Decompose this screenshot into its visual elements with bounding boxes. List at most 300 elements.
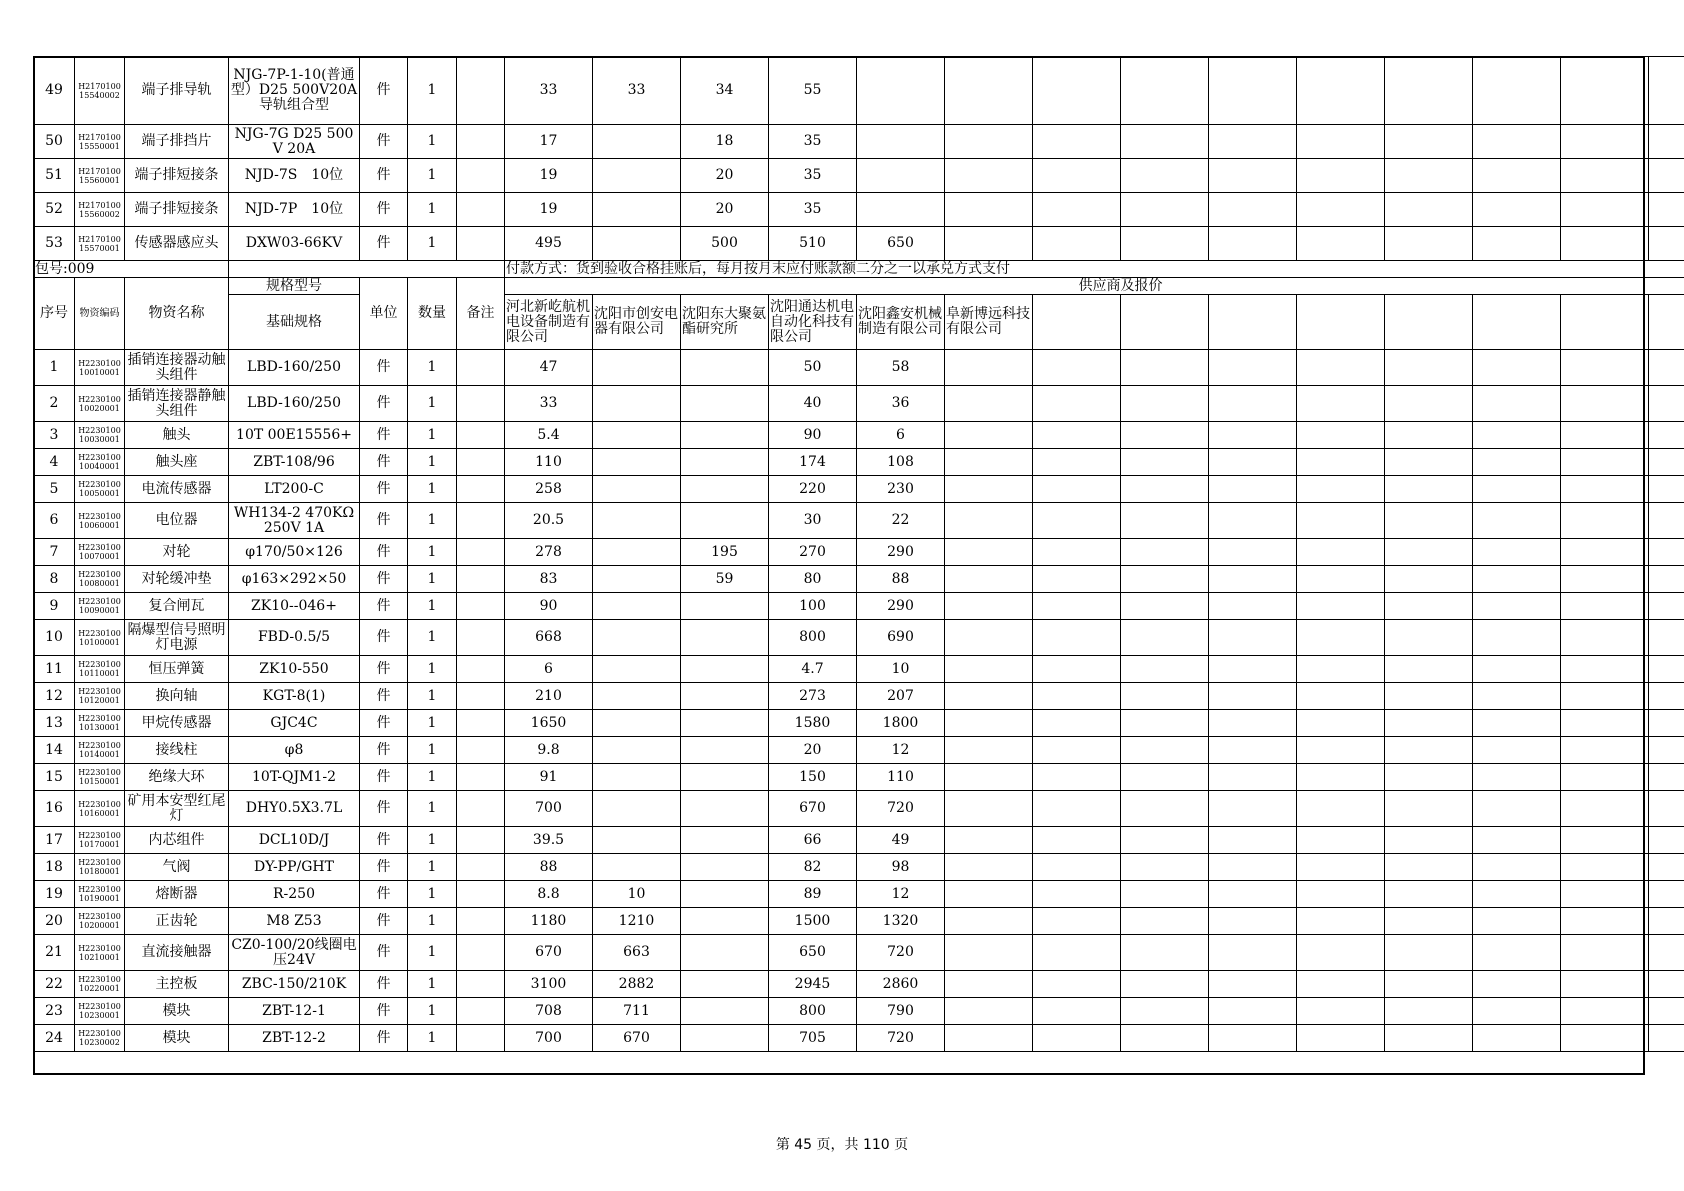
row-empty-cell [1385, 503, 1473, 539]
row-empty-cell [1297, 193, 1385, 227]
row-material-code: H223010010180001 [75, 854, 125, 881]
table-row [34, 539, 1684, 566]
row-empty-cell [1561, 449, 1649, 476]
row-empty-cell [1209, 593, 1297, 620]
row-spec: CZ0-100/20线圈电压24V [229, 935, 360, 971]
row-empty-cell [1561, 854, 1649, 881]
row-price-1: 278 [505, 539, 593, 566]
row-empty-cell [1649, 656, 1684, 683]
row-price-5 [857, 193, 945, 227]
row-empty-cell [1297, 710, 1385, 737]
row-price-1: 6 [505, 656, 593, 683]
row-remark [457, 827, 505, 854]
row-price-1: 19 [505, 193, 593, 227]
row-qty: 1 [408, 476, 457, 503]
row-empty-cell [1473, 881, 1561, 908]
row-empty-cell [1121, 1025, 1209, 1052]
row-empty-cell [1033, 125, 1121, 159]
row-empty-cell [1649, 386, 1684, 422]
row-price-4: 800 [769, 998, 857, 1025]
row-empty-cell [1209, 476, 1297, 503]
row-price-2: 2882 [593, 971, 681, 998]
row-empty-cell [1649, 566, 1684, 593]
row-price-4: 35 [769, 125, 857, 159]
row-material-name: 恒压弹簧 [125, 656, 229, 683]
supplier-name: 河北新屹航机电设备制造有限公司 [505, 295, 593, 350]
row-material-code: H223010010030001 [75, 422, 125, 449]
row-price-2 [593, 422, 681, 449]
row-empty-cell [1033, 656, 1121, 683]
row-unit: 件 [360, 764, 408, 791]
row-empty-cell [1121, 737, 1209, 764]
row-empty-cell [1209, 193, 1297, 227]
row-empty-cell [1033, 908, 1121, 935]
row-empty-cell [1209, 386, 1297, 422]
row-price-1: 47 [505, 350, 593, 386]
row-material-code: H223010010200001 [75, 908, 125, 935]
row-unit: 件 [360, 791, 408, 827]
row-price-4: 82 [769, 854, 857, 881]
row-seq: 21 [34, 935, 75, 971]
page-footer: 第 45 页，共 110 页 [775, 1137, 909, 1153]
row-price-6 [945, 593, 1033, 620]
supplier-name: 沈阳市创安电器有限公司 [593, 295, 681, 350]
row-remark [457, 971, 505, 998]
row-price-1: 3100 [505, 971, 593, 998]
row-remark [457, 998, 505, 1025]
row-empty-cell [1385, 125, 1473, 159]
row-empty-cell [1385, 827, 1473, 854]
row-price-5: 720 [857, 1025, 945, 1052]
row-empty-cell [1121, 791, 1209, 827]
row-empty-cell [1297, 854, 1385, 881]
row-qty: 1 [408, 566, 457, 593]
row-empty-cell [1209, 57, 1297, 125]
row-empty-cell [1121, 449, 1209, 476]
row-spec: ZBC-150/210K [229, 971, 360, 998]
row-remark [457, 935, 505, 971]
row-spec: NJD-7P 10位 [229, 193, 360, 227]
row-empty-cell [1385, 422, 1473, 449]
row-material-code: H223010010170001 [75, 827, 125, 854]
row-unit: 件 [360, 159, 408, 193]
row-empty-cell [1385, 737, 1473, 764]
row-empty-cell [1385, 710, 1473, 737]
row-price-4: 80 [769, 566, 857, 593]
row-price-5: 98 [857, 854, 945, 881]
row-material-name: 矿用本安型红尾灯 [125, 791, 229, 827]
row-empty-cell [1121, 683, 1209, 710]
row-price-4: 705 [769, 1025, 857, 1052]
row-empty-cell [1297, 386, 1385, 422]
suppliers-title: 供应商及报价 [505, 278, 1684, 295]
row-price-4: 4.7 [769, 656, 857, 683]
row-empty-cell [1385, 476, 1473, 503]
row-unit: 件 [360, 386, 408, 422]
row-empty-cell [1297, 881, 1385, 908]
row-price-3 [681, 656, 769, 683]
row-empty-cell [1649, 737, 1684, 764]
row-material-code: H223010010050001 [75, 476, 125, 503]
row-price-5: 108 [857, 449, 945, 476]
row-price-1: 708 [505, 998, 593, 1025]
row-empty-cell [1297, 159, 1385, 193]
row-price-3 [681, 827, 769, 854]
row-empty-cell [1473, 710, 1561, 737]
row-empty-cell [1033, 935, 1121, 971]
row-empty-cell [1649, 998, 1684, 1025]
row-price-3 [681, 764, 769, 791]
row-price-5: 12 [857, 737, 945, 764]
row-qty: 1 [408, 710, 457, 737]
row-price-6 [945, 503, 1033, 539]
table-row [34, 710, 1684, 737]
row-empty-cell [1649, 764, 1684, 791]
row-empty-cell [1121, 422, 1209, 449]
row-price-3 [681, 422, 769, 449]
row-empty-cell [1385, 881, 1473, 908]
row-price-3 [681, 503, 769, 539]
row-empty-cell [1561, 159, 1649, 193]
row-remark [457, 710, 505, 737]
row-empty-cell [1561, 908, 1649, 935]
row-empty-cell [1385, 764, 1473, 791]
row-empty-cell [1649, 791, 1684, 827]
row-spec: LBD-160/250 [229, 386, 360, 422]
row-material-code: H223010010210001 [75, 935, 125, 971]
row-empty-cell [1033, 737, 1121, 764]
row-empty-cell [1385, 908, 1473, 935]
row-material-name: 直流接触器 [125, 935, 229, 971]
row-price-2: 33 [593, 57, 681, 125]
header-row [34, 295, 1684, 350]
row-price-4: 270 [769, 539, 857, 566]
row-price-5: 22 [857, 503, 945, 539]
row-empty-cell [1297, 827, 1385, 854]
row-seq: 4 [34, 449, 75, 476]
row-empty-cell [1473, 449, 1561, 476]
row-price-2: 670 [593, 1025, 681, 1052]
row-unit: 件 [360, 881, 408, 908]
row-spec: ZBT-108/96 [229, 449, 360, 476]
row-unit: 件 [360, 620, 408, 656]
row-seq: 14 [34, 737, 75, 764]
row-empty-cell [1473, 908, 1561, 935]
row-material-code: H223010010110001 [75, 656, 125, 683]
row-price-1: 91 [505, 764, 593, 791]
row-empty-cell [1033, 503, 1121, 539]
row-price-1: 90 [505, 593, 593, 620]
row-empty-cell [1209, 710, 1297, 737]
row-spec: FBD-0.5/5 [229, 620, 360, 656]
row-price-2 [593, 827, 681, 854]
row-seq: 18 [34, 854, 75, 881]
row-price-6 [945, 935, 1033, 971]
row-empty-cell [1473, 656, 1561, 683]
row-price-5: 12 [857, 881, 945, 908]
row-material-code: H223010010120001 [75, 683, 125, 710]
row-price-1: 33 [505, 57, 593, 125]
row-price-4: 100 [769, 593, 857, 620]
row-material-code: H223010010060001 [75, 503, 125, 539]
row-empty-cell [1121, 971, 1209, 998]
row-empty-cell [1121, 539, 1209, 566]
row-seq: 23 [34, 998, 75, 1025]
supplier-empty [1385, 295, 1473, 350]
row-empty-cell [1385, 854, 1473, 881]
row-seq: 3 [34, 422, 75, 449]
row-price-3 [681, 1025, 769, 1052]
row-remark [457, 422, 505, 449]
row-empty-cell [1385, 791, 1473, 827]
row-remark [457, 683, 505, 710]
row-qty: 1 [408, 227, 457, 261]
row-empty-cell [1385, 566, 1473, 593]
row-material-code: H223010010020001 [75, 386, 125, 422]
row-empty-cell [1649, 476, 1684, 503]
row-empty-cell [1297, 998, 1385, 1025]
row-material-name: 触头座 [125, 449, 229, 476]
row-empty-cell [1121, 710, 1209, 737]
row-price-4: 50 [769, 350, 857, 386]
row-empty-cell [1649, 710, 1684, 737]
row-price-1: 670 [505, 935, 593, 971]
row-empty-cell [1473, 350, 1561, 386]
header-row [34, 278, 1684, 295]
row-price-1: 83 [505, 566, 593, 593]
row-empty-cell [1121, 350, 1209, 386]
row-price-1: 258 [505, 476, 593, 503]
row-price-2 [593, 539, 681, 566]
row-seq: 51 [34, 159, 75, 193]
row-price-5: 230 [857, 476, 945, 503]
row-empty-cell [1209, 539, 1297, 566]
row-empty-cell [1385, 539, 1473, 566]
row-empty-cell [1649, 827, 1684, 854]
table-row [34, 422, 1684, 449]
row-empty-cell [1473, 620, 1561, 656]
table-row [34, 764, 1684, 791]
row-empty-cell [1297, 539, 1385, 566]
row-empty-cell [1649, 193, 1684, 227]
row-spec: φ8 [229, 737, 360, 764]
row-empty-cell [1033, 620, 1121, 656]
row-spec: R-250 [229, 881, 360, 908]
row-empty-cell [1649, 683, 1684, 710]
row-empty-cell [1209, 1025, 1297, 1052]
row-price-5: 290 [857, 539, 945, 566]
supplier-name: 沈阳鑫安机械制造有限公司 [857, 295, 945, 350]
row-empty-cell [1033, 1025, 1121, 1052]
row-price-4: 1500 [769, 908, 857, 935]
row-empty-cell [1121, 227, 1209, 261]
row-price-2 [593, 764, 681, 791]
row-empty-cell [1473, 764, 1561, 791]
row-empty-cell [1473, 159, 1561, 193]
row-remark [457, 350, 505, 386]
row-empty-cell [1473, 683, 1561, 710]
table-row [34, 193, 1684, 227]
quotation-table [33, 56, 1684, 1052]
row-empty-cell [1033, 159, 1121, 193]
row-price-2 [593, 227, 681, 261]
row-material-code: H223010010140001 [75, 737, 125, 764]
row-empty-cell [1297, 683, 1385, 710]
row-remark [457, 57, 505, 125]
row-material-name: 端子排挡片 [125, 125, 229, 159]
row-price-4: 55 [769, 57, 857, 125]
row-empty-cell [1209, 827, 1297, 854]
row-price-1: 668 [505, 620, 593, 656]
row-empty-cell [1561, 386, 1649, 422]
row-price-3: 20 [681, 159, 769, 193]
row-price-6 [945, 57, 1033, 125]
row-empty-cell [1473, 422, 1561, 449]
row-empty-cell [1297, 971, 1385, 998]
row-seq: 12 [34, 683, 75, 710]
row-price-3 [681, 791, 769, 827]
row-material-code: H223010010090001 [75, 593, 125, 620]
row-empty-cell [1649, 539, 1684, 566]
row-price-3 [681, 386, 769, 422]
row-price-5: 88 [857, 566, 945, 593]
row-empty-cell [1209, 503, 1297, 539]
row-empty-cell [1121, 593, 1209, 620]
row-material-name: 电位器 [125, 503, 229, 539]
row-empty-cell [1561, 971, 1649, 998]
row-unit: 件 [360, 125, 408, 159]
row-empty-cell [1473, 125, 1561, 159]
table-row [34, 57, 1684, 125]
row-empty-cell [1121, 764, 1209, 791]
row-price-3 [681, 881, 769, 908]
row-price-1: 210 [505, 683, 593, 710]
row-price-3: 500 [681, 227, 769, 261]
row-price-3 [681, 350, 769, 386]
row-empty-cell [1649, 971, 1684, 998]
row-price-2: 711 [593, 998, 681, 1025]
row-price-2 [593, 710, 681, 737]
row-empty-cell [1561, 935, 1649, 971]
row-empty-cell [1033, 227, 1121, 261]
row-material-name: 对轮 [125, 539, 229, 566]
row-unit: 件 [360, 476, 408, 503]
row-price-6 [945, 386, 1033, 422]
row-price-5: 49 [857, 827, 945, 854]
row-material-code: H223010010230002 [75, 1025, 125, 1052]
row-price-2: 10 [593, 881, 681, 908]
row-empty-cell [1561, 193, 1649, 227]
row-material-name: 插销连接器动触头组件 [125, 350, 229, 386]
table-row [34, 476, 1684, 503]
row-empty-cell [1033, 539, 1121, 566]
row-empty-cell [1385, 620, 1473, 656]
row-empty-cell [1297, 566, 1385, 593]
row-spec: M8 Z53 [229, 908, 360, 935]
row-unit: 件 [360, 908, 408, 935]
row-material-name: 传感器感应头 [125, 227, 229, 261]
row-empty-cell [1473, 827, 1561, 854]
row-empty-cell [1561, 737, 1649, 764]
row-empty-cell [1033, 449, 1121, 476]
row-price-3 [681, 935, 769, 971]
header-spec-top: 规格型号 [229, 278, 360, 295]
table-row [34, 227, 1684, 261]
row-price-4: 150 [769, 764, 857, 791]
row-price-5: 290 [857, 593, 945, 620]
row-unit: 件 [360, 539, 408, 566]
row-price-6 [945, 227, 1033, 261]
row-empty-cell [1385, 998, 1473, 1025]
row-empty-cell [1561, 827, 1649, 854]
row-price-6 [945, 908, 1033, 935]
row-seq: 2 [34, 386, 75, 422]
row-seq: 7 [34, 539, 75, 566]
row-price-4: 89 [769, 881, 857, 908]
row-empty-cell [1033, 593, 1121, 620]
row-empty-cell [1209, 764, 1297, 791]
row-unit: 件 [360, 656, 408, 683]
row-empty-cell [1209, 566, 1297, 593]
row-unit: 件 [360, 227, 408, 261]
row-material-code: H223010010160001 [75, 791, 125, 827]
row-unit: 件 [360, 854, 408, 881]
row-price-6 [945, 159, 1033, 193]
row-empty-cell [1649, 350, 1684, 386]
row-seq: 52 [34, 193, 75, 227]
row-seq: 22 [34, 971, 75, 998]
row-price-3 [681, 449, 769, 476]
row-qty: 1 [408, 908, 457, 935]
row-material-code: H217010015560002 [75, 193, 125, 227]
row-unit: 件 [360, 350, 408, 386]
header-unit: 单位 [360, 278, 408, 350]
row-price-3 [681, 710, 769, 737]
row-empty-cell [1033, 57, 1121, 125]
row-spec: DY-PP/GHT [229, 854, 360, 881]
table-row [34, 791, 1684, 827]
row-price-6 [945, 1025, 1033, 1052]
row-price-5: 720 [857, 791, 945, 827]
row-empty-cell [1297, 57, 1385, 125]
header-name: 物资名称 [125, 278, 229, 350]
row-price-2 [593, 476, 681, 503]
row-unit: 件 [360, 57, 408, 125]
row-qty: 1 [408, 193, 457, 227]
row-empty-cell [1297, 227, 1385, 261]
row-seq: 53 [34, 227, 75, 261]
row-empty-cell [1033, 350, 1121, 386]
row-qty: 1 [408, 386, 457, 422]
row-spec: LBD-160/250 [229, 350, 360, 386]
row-empty-cell [1561, 656, 1649, 683]
row-price-6 [945, 125, 1033, 159]
row-spec: DHY0.5X3.7L [229, 791, 360, 827]
row-empty-cell [1033, 791, 1121, 827]
row-price-2 [593, 449, 681, 476]
row-price-3 [681, 737, 769, 764]
row-price-5: 207 [857, 683, 945, 710]
row-empty-cell [1649, 422, 1684, 449]
row-remark [457, 881, 505, 908]
row-remark [457, 854, 505, 881]
row-price-3 [681, 593, 769, 620]
row-qty: 1 [408, 593, 457, 620]
row-price-3: 20 [681, 193, 769, 227]
row-empty-cell [1385, 971, 1473, 998]
row-price-6 [945, 683, 1033, 710]
row-price-6 [945, 620, 1033, 656]
